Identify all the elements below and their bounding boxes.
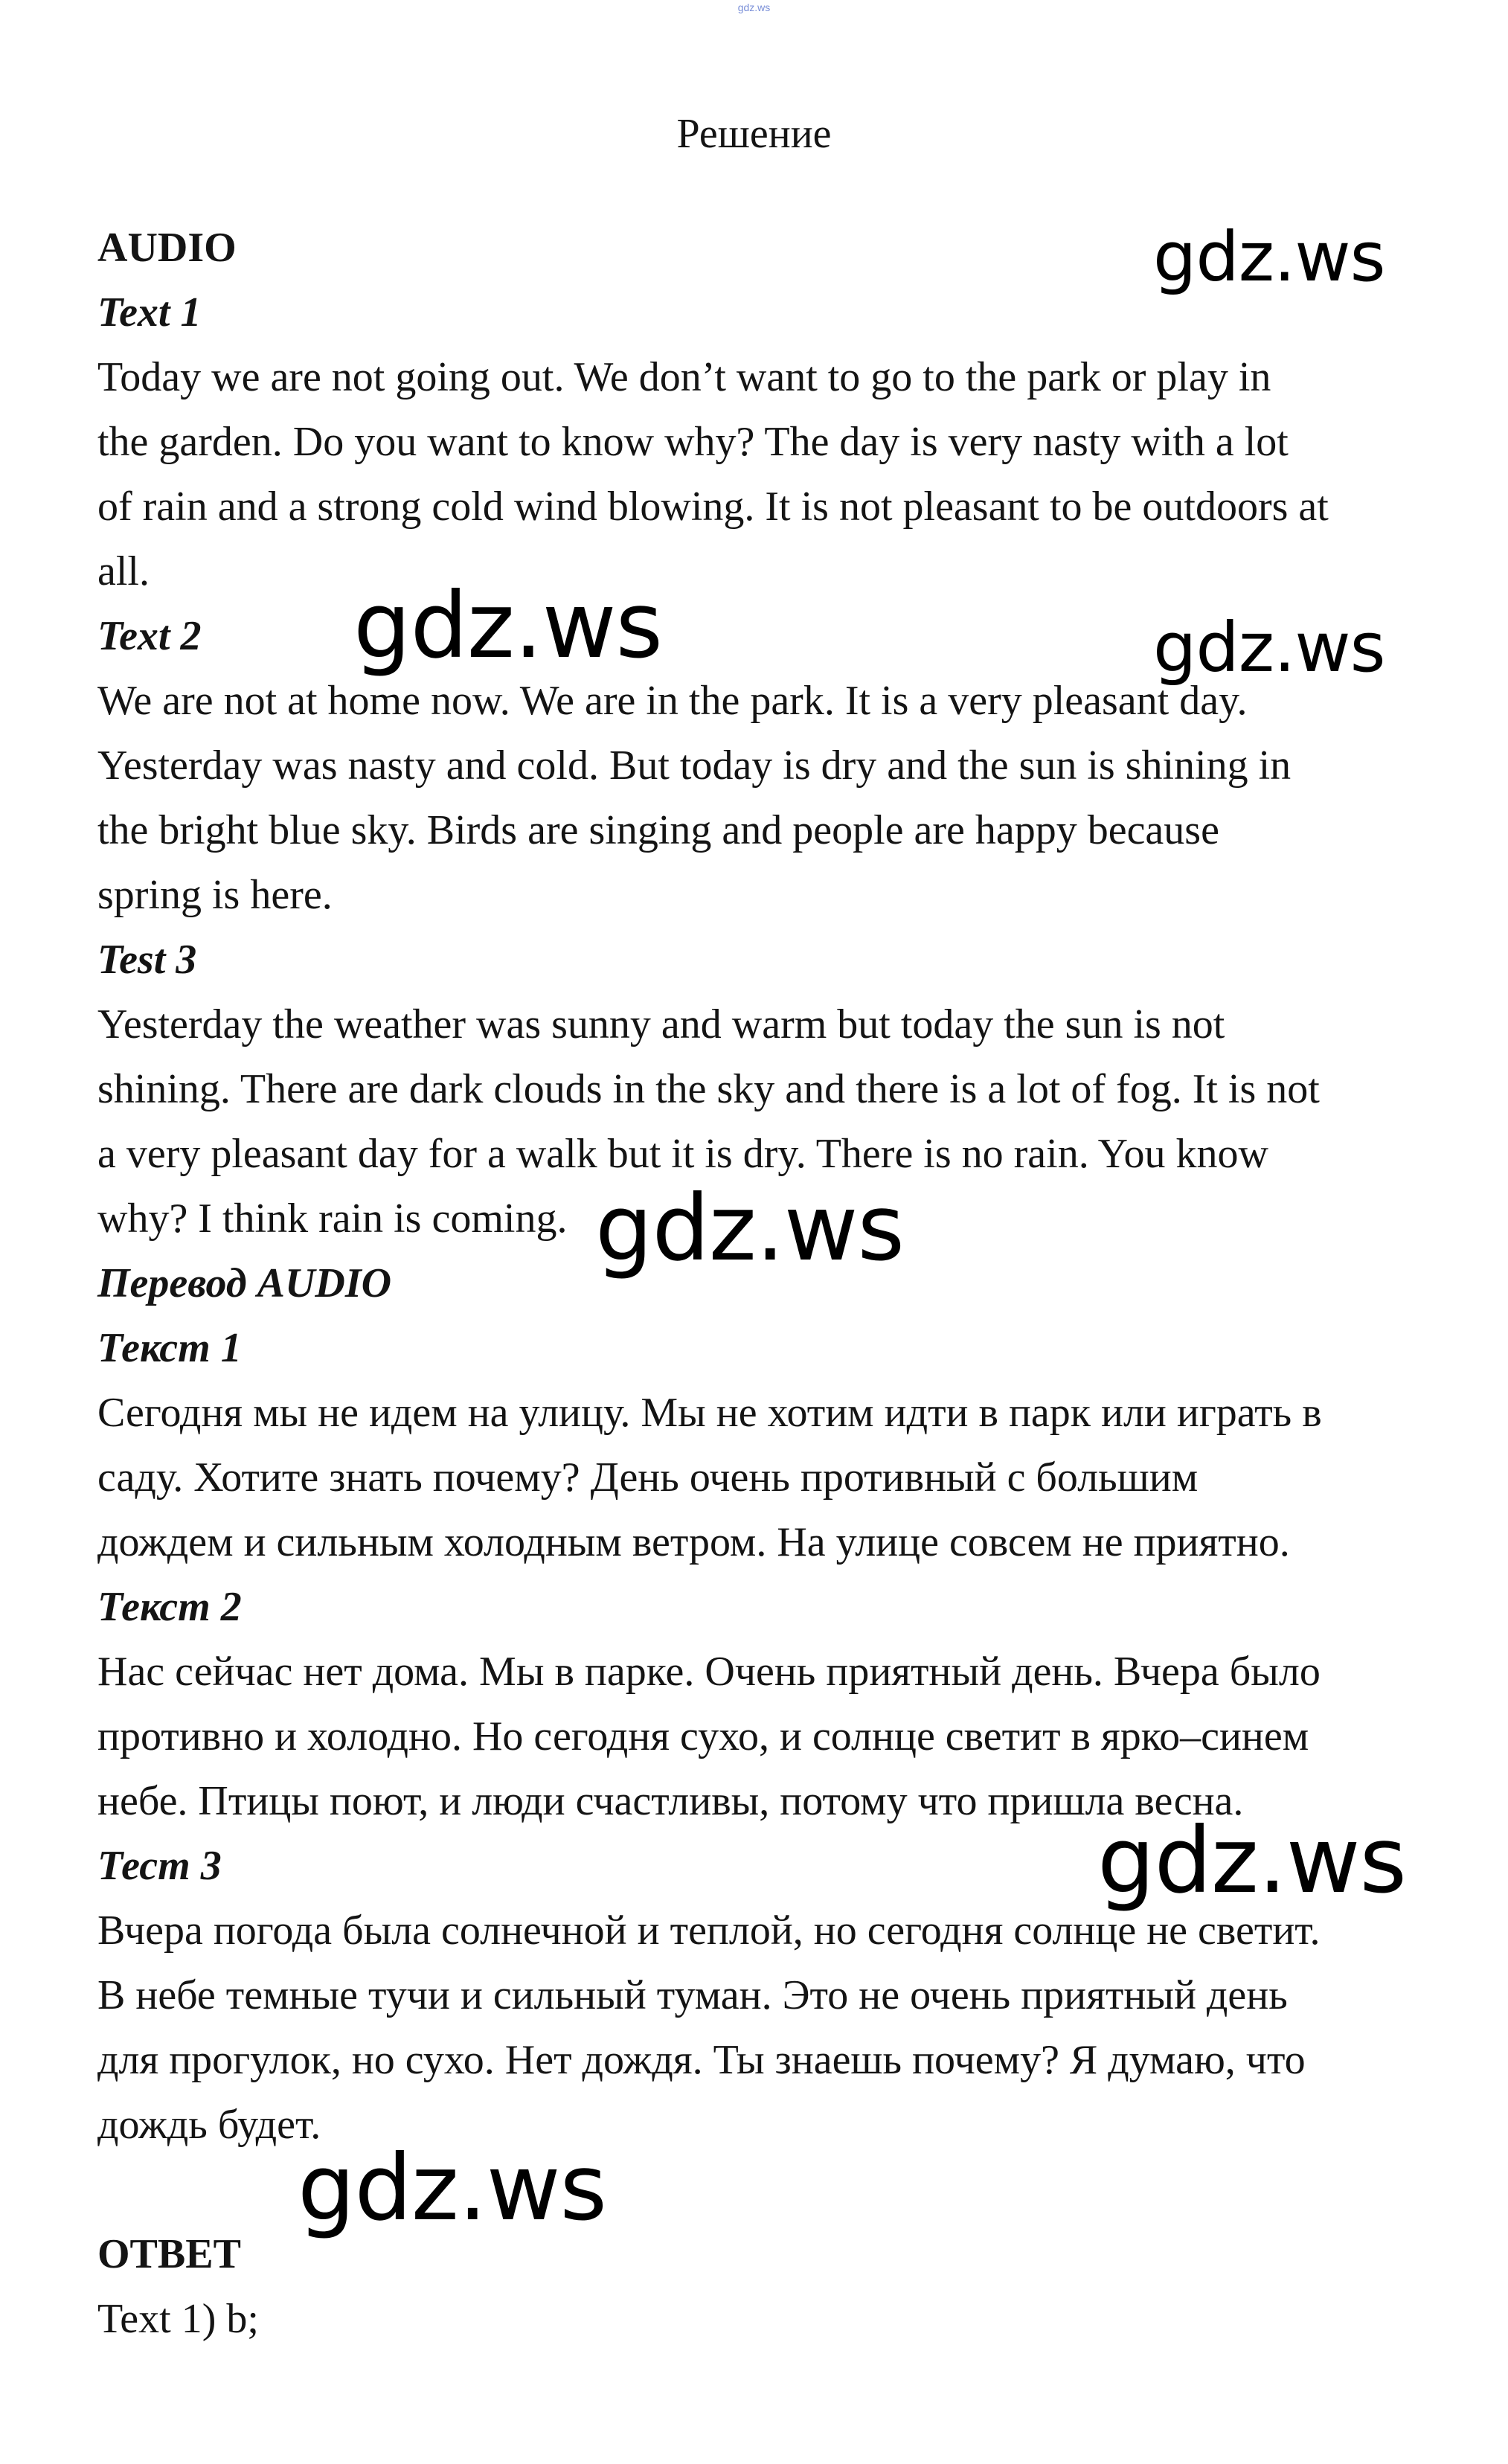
- translation3-line: Вчера погода была солнечной и теплой, но сегодня солнце не светит.: [97, 1908, 1321, 1954]
- translation3-heading: Тест 3: [97, 1843, 222, 1889]
- watermark-logo: gdz.ws: [1153, 217, 1385, 297]
- top-watermark: gdz.ws: [737, 1, 771, 13]
- translation2-heading: Текст 2: [97, 1584, 242, 1630]
- translation1-line: Сегодня мы не идем на улицу. Мы не хотим идти в парк или играть в: [97, 1390, 1322, 1436]
- text2-line: the bright blue sky. Birds are singing and people are happy because: [97, 807, 1219, 853]
- translation-heading: Перевод AUDIO: [97, 1260, 392, 1306]
- text2-heading: Text 2: [97, 613, 202, 659]
- translation2-line: небе. Птицы поют, и люди счастливы, потому что пришла весна.: [97, 1778, 1244, 1824]
- text3-line: Yesterday the weather was sunny and warm but today the sun is not: [97, 1001, 1225, 1047]
- watermark-logo: gdz.ws: [298, 2135, 607, 2241]
- text1-line: all.: [97, 548, 150, 594]
- audio-heading: AUDIO: [97, 225, 237, 271]
- text3-heading: Test 3: [97, 937, 197, 983]
- watermark-logo: gdz.ws: [595, 1175, 905, 1281]
- answer-heading: ОТВЕТ: [97, 2231, 241, 2277]
- text1-line: of rain and a strong cold wind blowing. It is not pleasant to be outdoors at: [97, 484, 1329, 530]
- text1-line: Today we are not going out. We don’t want to go to the park or play in: [97, 354, 1271, 400]
- page-title: Решение: [676, 111, 832, 157]
- translation3-line: дождь будет.: [97, 2102, 321, 2148]
- answer-line: Text 1) b;: [97, 2296, 259, 2342]
- translation1-line: саду. Хотите знать почему? День очень противный с большим: [97, 1454, 1199, 1501]
- text3-line: a very pleasant day for a walk but it is dry. There is no rain. You know: [97, 1131, 1268, 1177]
- text3-line: why? I think rain is coming.: [97, 1196, 568, 1242]
- watermark-logo: gdz.ws: [1097, 1808, 1407, 1913]
- text1-line: the garden. Do you want to know why? The day is very nasty with a lot: [97, 419, 1289, 465]
- text2-line: spring is here.: [97, 872, 333, 918]
- text2-line: Yesterday was nasty and cold. But today is dry and the sun is shining in: [97, 742, 1292, 789]
- translation2-line: противно и холодно. Но сегодня сухо, и солнце светит в ярко–синем: [97, 1713, 1309, 1759]
- text1-heading: Text 1: [97, 289, 202, 336]
- translation1-line: дождем и сильным холодным ветром. На улице совсем не приятно.: [97, 1519, 1290, 1565]
- translation3-line: для прогулок, но сухо. Нет дождя. Ты знаешь почему? Я думаю, что: [97, 2037, 1306, 2083]
- translation1-heading: Текст 1: [97, 1325, 242, 1371]
- solution-content: [97, 216, 1429, 2352]
- translation3-line: В небе темные тучи и сильный туман. Это не очень приятный день: [97, 1972, 1288, 2018]
- text2-line: We are not at home now. We are in the park. It is a very pleasant day.: [97, 678, 1248, 724]
- translation2-line: Нас сейчас нет дома. Мы в парке. Очень приятный день. Вчера было: [97, 1649, 1321, 1695]
- watermark-logo: gdz.ws: [353, 573, 663, 678]
- watermark-logo: gdz.ws: [1153, 608, 1385, 687]
- text3-line: shining. There are dark clouds in the sky and there is a lot of fog. It is not: [97, 1066, 1320, 1112]
